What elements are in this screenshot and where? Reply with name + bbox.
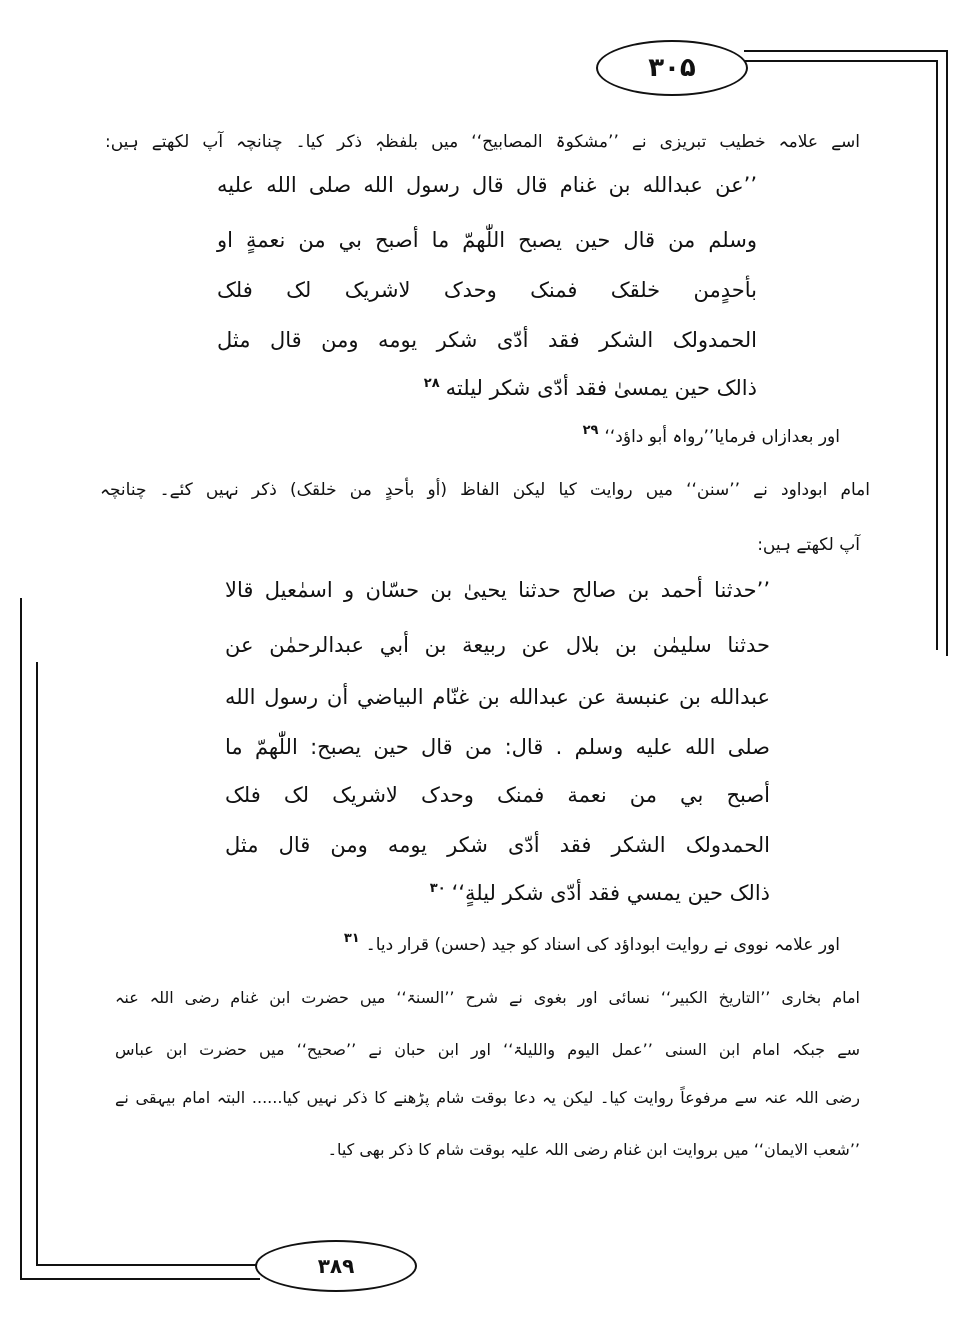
bottom-page-number: ۳۸۹ <box>317 1254 355 1278</box>
quote2-line <box>225 778 770 812</box>
quote1-line <box>217 168 757 202</box>
para3-line-text: ’’شعب الایمان‘‘ میں بروایت ابن غنام رضی اللہ علیہ بوقت شام کا ذکر بھی کیا۔ <box>327 1140 860 1159</box>
footnote-marker: ۳۱ <box>343 931 360 946</box>
para3-line <box>115 983 860 1013</box>
quote2-line-text: أصبح بي من نعمة فمنک وحدک لاشريک لک فلک <box>225 783 770 807</box>
para3-line-text: امام بخاری ’’التاریخ الکبیر‘‘ نسائی اور بغوی نے شرح ’’السنۃ‘‘ میں حضرت ابن غنام رضی اللہ عنہ <box>115 988 860 1007</box>
footnote-marker: ۲۹ <box>582 423 599 438</box>
quote2-line-text: الحمدولک الشکر فقد أدّى شکر يومه ومن قال مثل <box>225 833 770 857</box>
quote2-line-text: صلى الله عليه وسلم . قال: من قال حين يصبح: اللّٰهمّ ما <box>225 735 770 759</box>
left-border-inner <box>36 662 38 1266</box>
after-quote1-line <box>120 422 840 452</box>
bottom-border-inner <box>36 1264 260 1266</box>
after-quote1-text: اور بعدازاں فرمایا’’رواہ أبو داؤد‘‘ <box>604 427 840 447</box>
right-border-outer <box>946 50 948 656</box>
para3-line <box>115 1135 860 1165</box>
quote2-line <box>225 628 770 662</box>
left-border-outer <box>20 598 22 1280</box>
top-page-number-badge <box>596 40 748 96</box>
intro-line <box>105 127 860 157</box>
footnote-marker: ۳۰ <box>429 881 446 896</box>
quote2-line-text: ذالک حين يمسي فقد أدّى شکر ليلةٍ‘‘ <box>451 881 770 905</box>
quote1-line <box>217 223 757 257</box>
para2-line <box>560 530 860 560</box>
quote1-line-text: ’’عن عبدالله بن غنام قال قال رسول الله صلى الله عليه <box>217 173 757 197</box>
bottom-page-number-badge <box>255 1240 417 1292</box>
quote1-line-text: الحمدولک الشکر فقد أدّى شکر يومه ومن قال مثل <box>217 328 757 352</box>
quote2-line <box>225 680 770 714</box>
quote2-line-text: عبدالله بن عنبسة عن عبدالله بن غنّام البياضي أن رسول الله <box>225 685 770 709</box>
quote1-line-text: وسلم من قال حين يصبح اللّٰهمّ ما أصبح بي من نعمةٍ او <box>217 228 757 252</box>
top-border-inner <box>744 60 938 62</box>
para3-line <box>115 1083 860 1113</box>
right-border-inner <box>936 60 938 650</box>
bottom-border-outer <box>20 1278 260 1280</box>
para3-line-text: رضی اللہ عنہ سے مرفوعاً روایت کیا۔ لیکن یہ دعا بوقت شام پڑھنے کا ذکر نہیں کیا...... البتہ امام بیہقی نے <box>115 1088 860 1107</box>
quote1-line-text: بأحدٍمن خلقک فمنک وحدک لاشريک لک فلک <box>217 278 757 302</box>
quote2-line-text: حدثنا سليمٰن بن بلال عن ربيعة بن أبي عبدالرحمٰن عن <box>225 633 770 657</box>
top-page-number: ۳۰۵ <box>648 53 696 83</box>
footnote-marker: ۲۸ <box>423 376 440 391</box>
quote2-line <box>225 876 770 910</box>
intro-text: اسے علامہ خطیب تبریزی نے ’’مشکوۃ المصابیح‘‘ میں بلفظہٖ ذکر کیا۔ چنانچہ آپ لکھتے ہیں: <box>105 132 860 152</box>
after-quote2-line <box>260 930 840 960</box>
para2-line <box>100 475 870 505</box>
quote2-line <box>225 730 770 764</box>
para3-line-text: سے جبکہ امام ابن السنی ’’عمل الیوم واللیلۃ‘‘ اور ابن حبان نے ’’صحیح‘‘ میں حضرت ابن عباس <box>115 1040 860 1059</box>
para3-line <box>115 1035 860 1065</box>
top-border-outer <box>744 50 948 52</box>
para2-line-text: آپ لکھتے ہیں: <box>757 535 860 555</box>
quote2-line <box>225 828 770 862</box>
quote2-line-text: ’’حدثنا أحمد بن صالح حدثنا يحيىٰ بن حسّان و اسمٰعيل قالا <box>225 578 770 602</box>
quote1-line <box>217 273 757 307</box>
quote2-line <box>225 573 770 607</box>
quote1-line <box>217 323 757 357</box>
para2-line-text: امام ابوداود نے ’’سنن‘‘ میں روایت کیا لیکن الفاظ (أو بأحدٍ من خلقک) ذکر نہیں کئے۔ چنانچہ <box>100 480 870 500</box>
quote1-line <box>217 371 757 405</box>
after-quote2-text: اور علامہ نووی نے روایت ابوداؤد کی اسناد کو جید (حسن) قرار دیا۔ <box>365 935 840 955</box>
quote1-line-text: ذالک حين يمسىٰ فقد أدّى شکر ليلته <box>445 376 757 400</box>
